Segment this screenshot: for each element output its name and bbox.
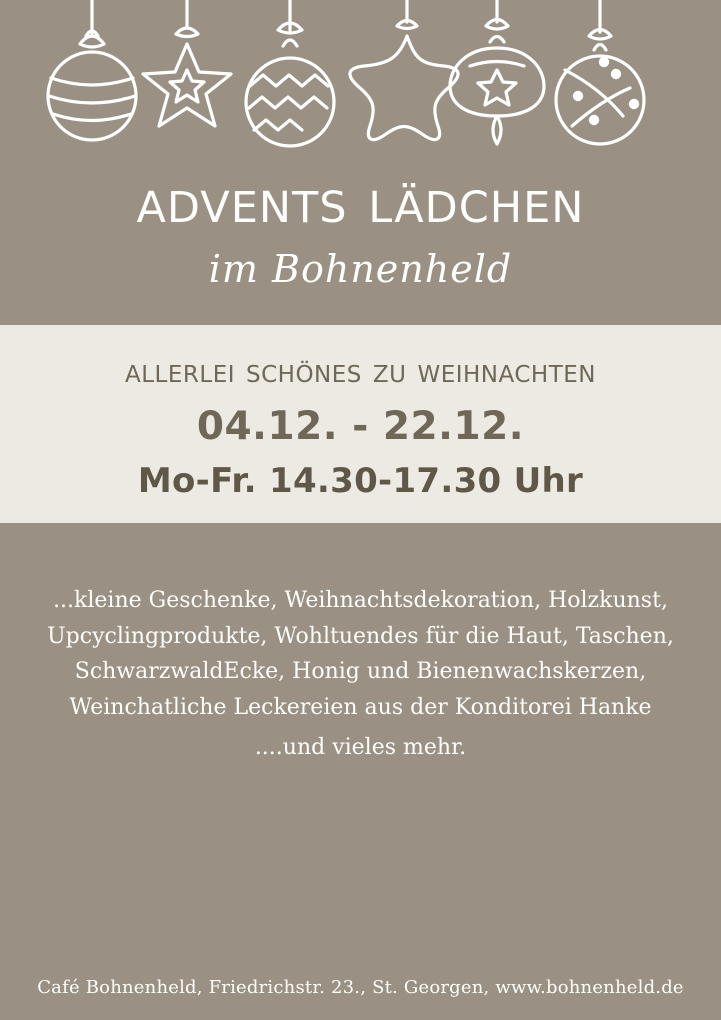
poster-title: advents lädchen xyxy=(136,164,585,237)
band-hours: Mo-Fr. 14.30-17.30 Uhr xyxy=(137,461,584,502)
poster-subtitle: im Bohnenheld xyxy=(208,247,513,292)
title-block xyxy=(0,160,721,291)
bauble-star-icon xyxy=(450,0,544,144)
bauble-striped-icon xyxy=(48,0,136,140)
ornament-row xyxy=(0,0,721,160)
footer-address: Café Bohnenheld, Friedrichstr. 23., St. Georgen, www.bohnenheld.de xyxy=(37,977,684,998)
star-ornament-icon xyxy=(143,0,231,126)
footer xyxy=(0,977,721,1020)
body-line: Upcyclingprodukte, Wohltuendes für die Haut, Taschen, xyxy=(47,623,674,649)
info-band xyxy=(0,325,721,523)
body-line: Weinchatliche Leckereien aus der Konditorei Hanke xyxy=(69,694,652,720)
star-outline-icon xyxy=(350,0,458,140)
body-line: SchwarzwaldEcke, Honig und Bienenwachskerzen, xyxy=(74,659,647,685)
body-line: ...kleine Geschenke, Weihnachtsdekoration, Holzkunst, xyxy=(53,588,668,614)
body-block xyxy=(0,523,721,977)
band-dates: 04.12. - 22.12. xyxy=(196,404,525,450)
bauble-dotted-icon xyxy=(556,0,644,144)
body-line: ....und vieles mehr. xyxy=(254,734,467,760)
band-headline: allerlei schönes zu weihnachten xyxy=(125,351,596,391)
bauble-zigzag-icon xyxy=(246,0,334,146)
